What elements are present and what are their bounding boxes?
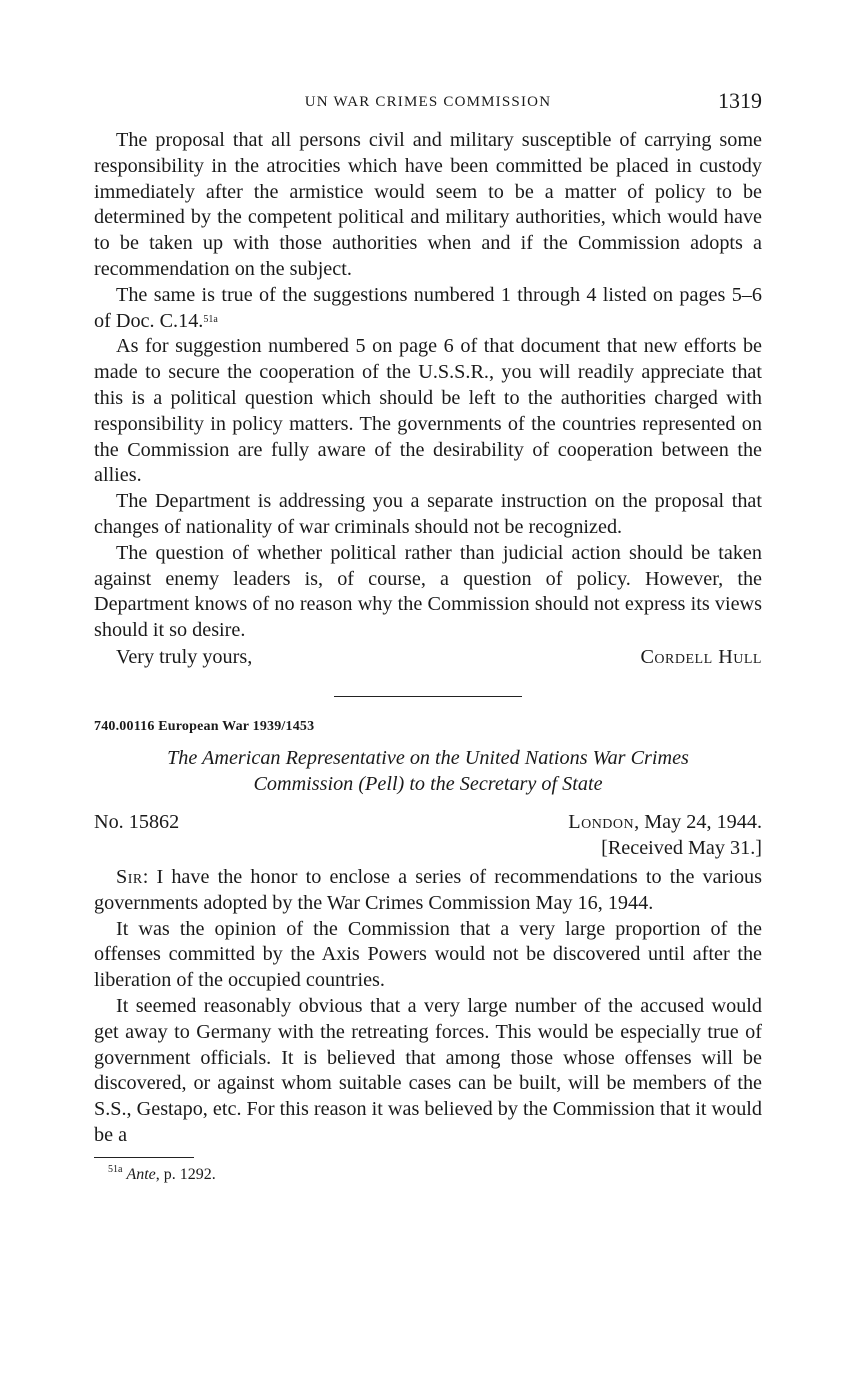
dispatch-paragraph-text: : I have the honor to enclose a series of recommendations to the various governments adopted by the War Crimes Commission May 16, 1944. [94,865,762,914]
dispatch-paragraph: It was the opinion of the Commission that a very large proportion of the offenses committed by the Axis Powers would not be discovered until after the liberation of the occupied countries. [94,917,762,992]
letter-closing [94,644,762,670]
letter-paragraph: The question of whether political rather than judicial action should be taken against enemy leaders is, of course, a question of policy. However, the Department knows of no reason why the Commission should not express its views should it so desire. [94,541,762,642]
received-date: [Received May 31.] [601,836,762,859]
document-page [94,86,762,1184]
heading-line: Commission (Pell) to the Secretary of State [253,772,603,795]
running-head [94,86,762,120]
letter-paragraph [94,283,762,335]
dispatch-dateline [568,809,762,835]
dispatch-meta [94,809,762,835]
salutation-sir: Sir [116,865,143,888]
footnote [94,1163,762,1184]
section-divider [334,696,522,697]
footnote-divider [94,1157,194,1158]
dispatch-paragraph [94,865,762,917]
file-reference: 740.00116 European War 1939/1453 [94,718,315,734]
dispatch-date: , May 24, 1944. [634,810,762,833]
footnote-ref-italic: Ante [126,1165,156,1183]
letter-paragraph-text: The same is true of the suggestions numbered 1 through 4 listed on pages 5–6 of Doc. C.14. [94,283,762,332]
dispatch-number: No. 15862 [94,810,180,833]
running-head-title: UN WAR CRIMES COMMISSION [304,94,552,110]
letter-paragraph: The proposal that all persons civil and military susceptible of carrying some responsibility in the atrocities which have been committed be placed in custody immediately after the armistice would seem to be a matter of policy to be determined by the competent political and military authorities, which would have to be taken up with those authorities when and if the Commission adopts a recommendation on the subject. [94,129,762,280]
document-heading [94,745,762,797]
letter-paragraph: As for suggestion numbered 5 on page 6 of that document that new efforts be made to secure the cooperation of the U.S.S.R., you will readily appreciate that this is a political question which should be left to the authorities charged with responsibility in policy matters. The governments of the countries represented on the Commission are fully aware of the desirability of cooperation between the allies. [94,335,762,487]
footnote-marker: 51a [203,313,218,325]
page-number: 1319 [718,88,762,113]
letter-paragraph: The Department is addressing you a separate instruction on the proposal that changes of nationality of war criminals should not be recognized. [94,490,762,538]
signature: Cordell Hull [640,645,762,668]
closing-salutation: Very truly yours, [116,645,253,668]
footnote-number: 51a [108,1163,123,1175]
heading-line: The American Representative on the United Nations War Crimes [167,746,689,769]
footnote-ref: , p. 1292. [155,1165,216,1183]
dispatch-place: London [568,810,635,833]
dispatch-paragraph: It seemed reasonably obvious that a very large number of the accused would get away to Germany with the retreating forces. This would be especially true of government officials. It is believed that among those whose offenses will be discovered, or against whom suitable cases can be built, will be members of the S.S., Gestapo, etc. For this reason it was believed by the Commission that it would be a [94,994,762,1146]
